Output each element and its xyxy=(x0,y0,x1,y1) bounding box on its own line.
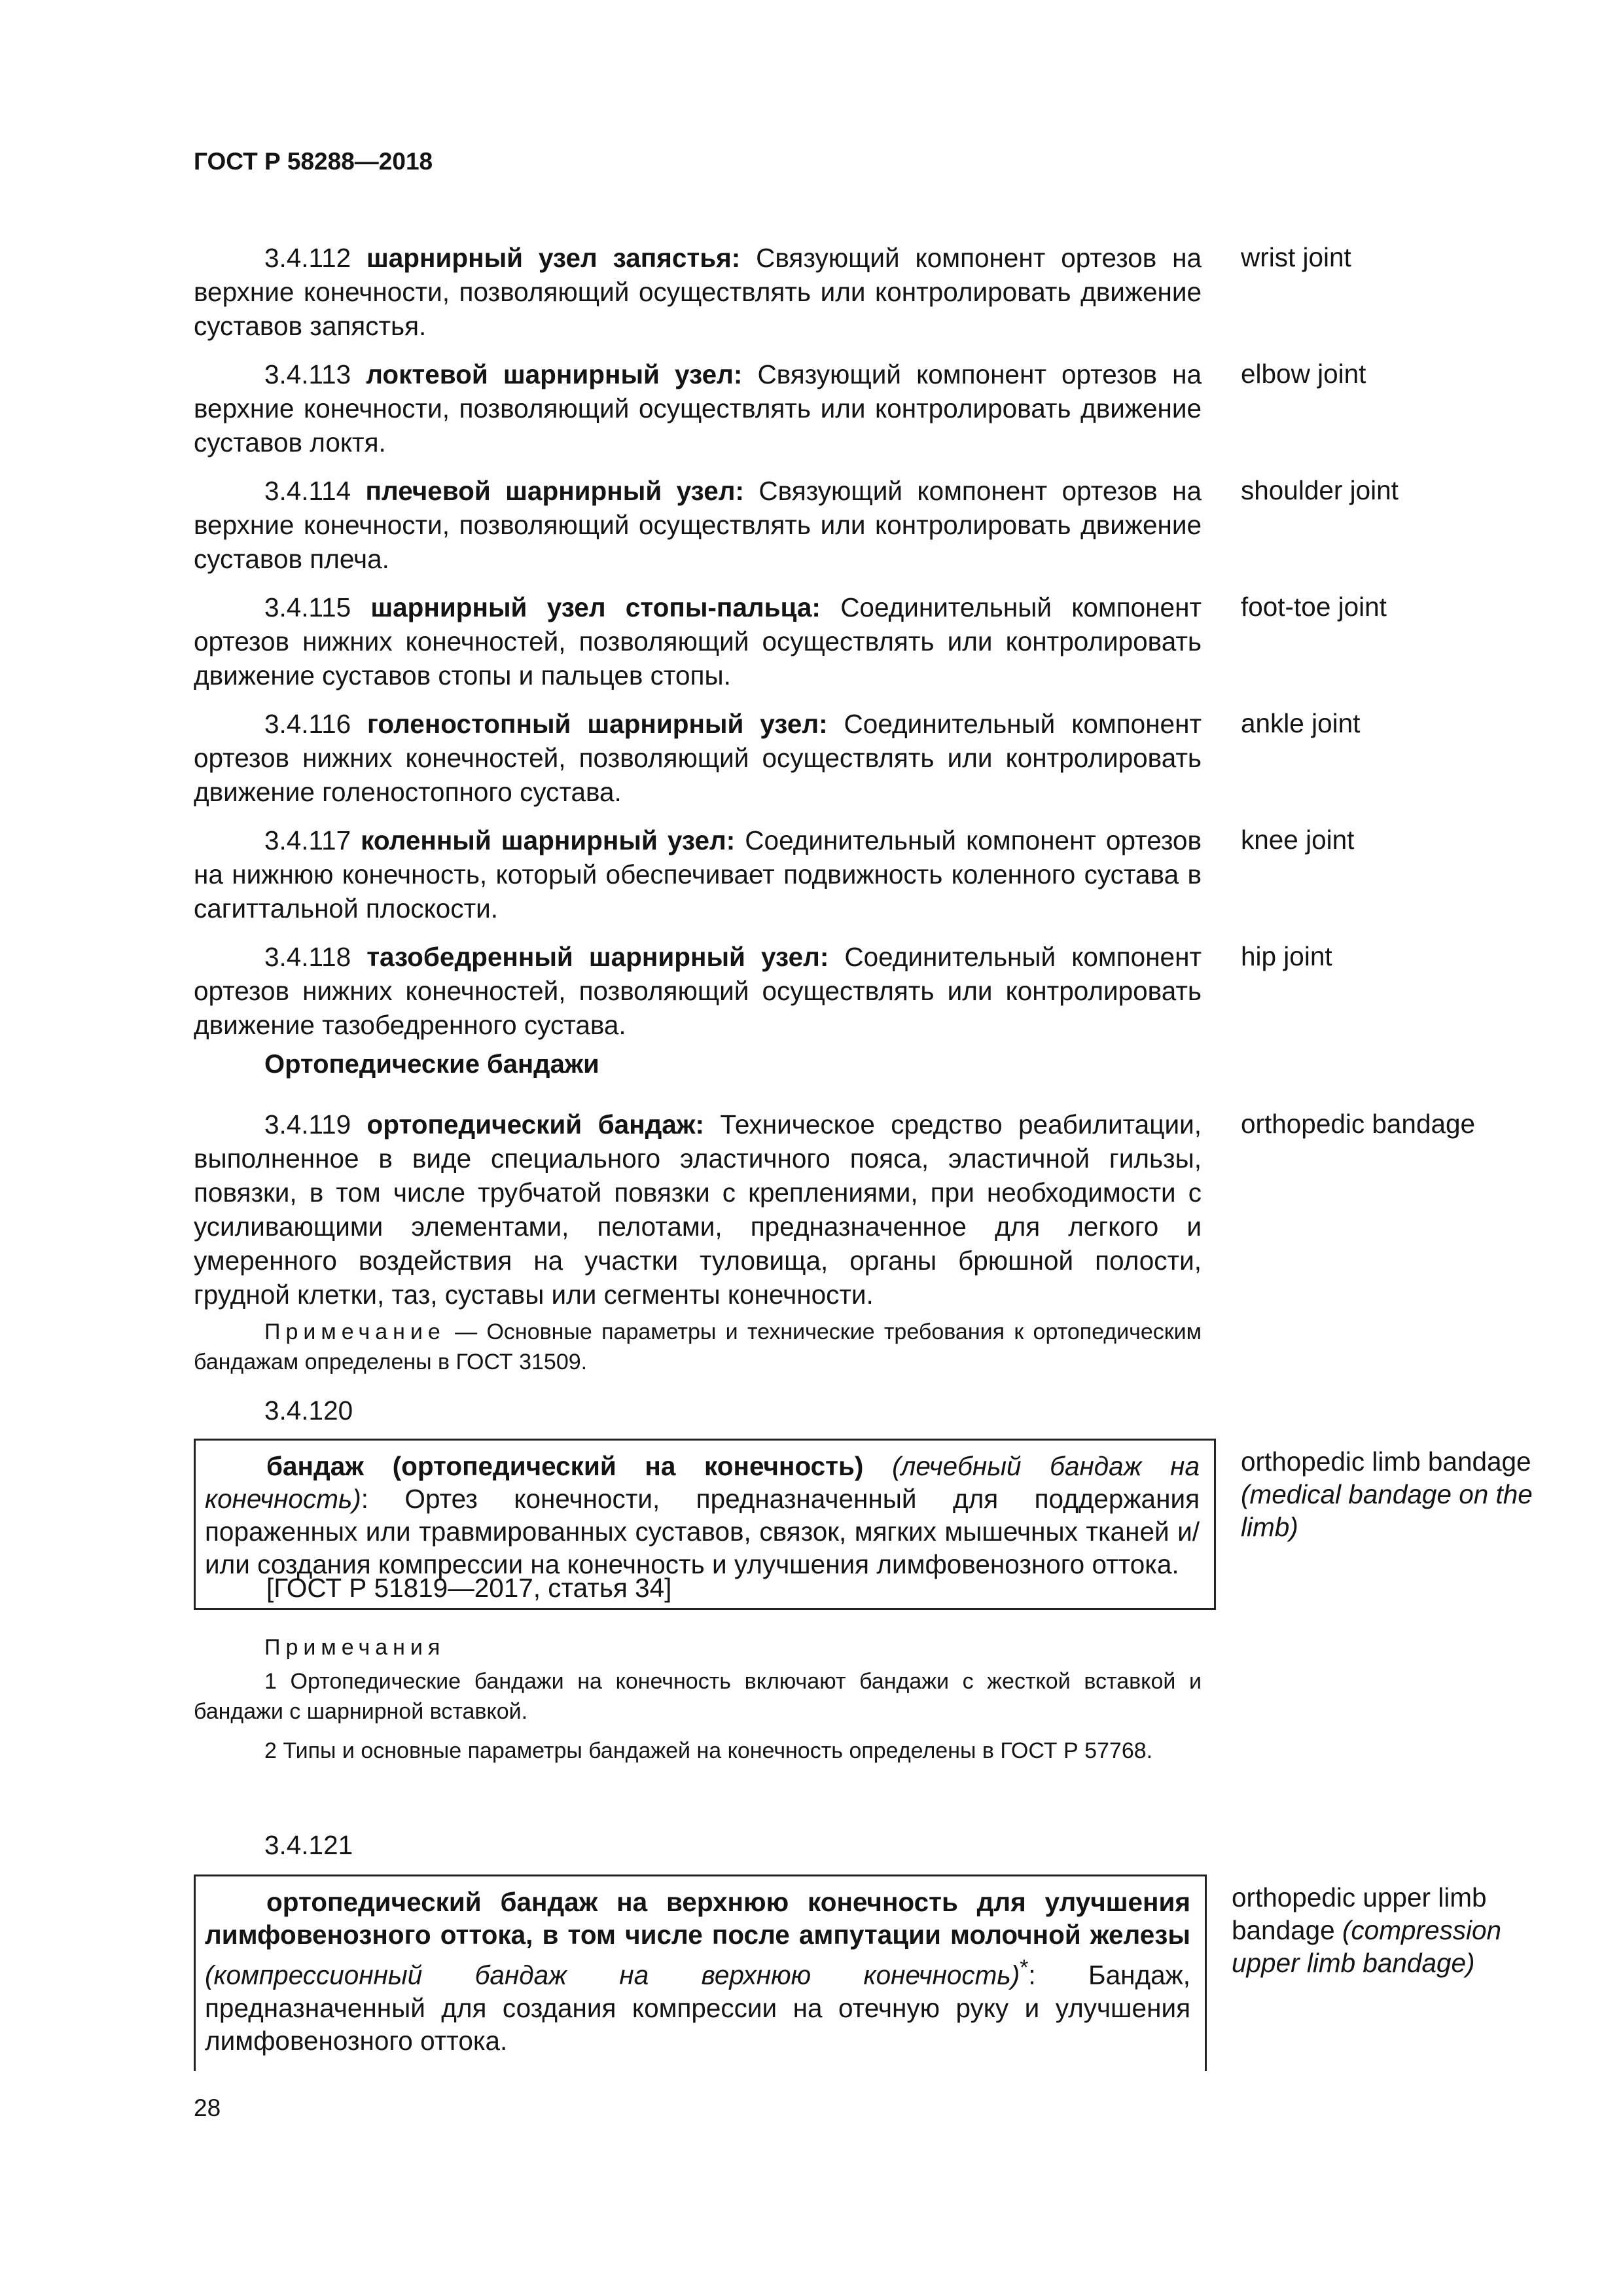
page-number: 28 xyxy=(194,2094,221,2121)
term-definition: 3.4.115 шарнирный узел стопы-пальца: Соединительный компонент ортезов нижних конечностей, позволяющий осуществлять или контролировать движение суставов стопы и пальцев стопы. xyxy=(194,592,1202,691)
term-definition: ортопедический бандаж на верхнюю конечность для улучшения лимфовенозного оттока, в том числе после ампутации молочной железы (компрессионный бандаж на верхнюю конечность)*: Бандаж, предназначенный для создания компрессии на отечную руку и улучшения лимфовенозного оттока. xyxy=(205,1887,1190,2056)
note-item: 2 Типы и основные параметры бандажей на конечность определены в ГОСТ Р 57768. xyxy=(264,1738,1153,1763)
section-title: Ортопедические бандажи xyxy=(264,1050,599,1079)
term-english-alt: (compression upper limb bandage) xyxy=(1232,1915,1502,1978)
term-name: локтевой шарнирный узел: xyxy=(366,359,743,389)
term-definition: 3.4.116 голеностопный шарнирный узел: Соединительный компонент ортезов нижних конечностей, позволяющий осуществлять или контролировать движение голеностопного сустава. xyxy=(194,709,1202,807)
term-english: orthopedic limb bandage (medical bandage on the limb) xyxy=(1241,1446,1533,1542)
term-english: elbow joint xyxy=(1241,359,1366,389)
note-label: Примечание xyxy=(264,1319,446,1344)
term-number: 3.4.121 xyxy=(264,1830,353,1860)
term-definition: 3.4.112 шарнирный узел запястья: Связующий компонент ортезов на верхние конечности, позволяющий осуществлять или контролировать движение суставов запястья. xyxy=(194,243,1202,341)
document-header: ГОСТ Р 58288—2018 xyxy=(194,148,433,175)
term-name: бандаж (ортопедический на конечность) xyxy=(266,1451,864,1481)
term-name: плечевой шарнирный узел: xyxy=(365,476,744,506)
term-name: шарнирный узел запястья: xyxy=(366,243,741,273)
term-name: ортопедический бандаж: xyxy=(366,1109,705,1139)
term-english: shoulder joint xyxy=(1241,475,1399,505)
term-name: тазобедренный шарнирный узел: xyxy=(366,942,829,972)
term-name: голеностопный шарнирный узел: xyxy=(367,709,828,739)
term-english: orthopedic bandage xyxy=(1241,1109,1476,1139)
term-definition: 3.4.113 локтевой шарнирный узел: Связующий компонент ортезов на верхние конечности, позволяющий осуществлять или контролировать движение суставов локтя. xyxy=(194,359,1202,457)
term-box xyxy=(194,1874,1207,2071)
term-english: wrist joint xyxy=(1241,242,1351,272)
note: Примечание — Основные параметры и технические требования к ортопедическим бандажам определены в ГОСТ 31509. xyxy=(194,1319,1202,1374)
term-definition: 3.4.119 ортопедический бандаж: Техническое средство реабилитации, выполненное в виде специального эластичного пояса, эластичной гильзы, повязки, в том числе трубчатой повязки с креплениями, при необходимости с усиливающими элементами, пелотами, предназначенное для легкого и умеренного воздействия на участки туловища, органы брюшной полости, грудной клетки, таз, суставы или сегменты конечности. xyxy=(194,1109,1202,1310)
note-item: 1 Ортопедические бандажи на конечность включают бандажи с жесткой вставкой и бандажи с шарнирной вставкой. xyxy=(194,1669,1202,1724)
note-label: Примечания xyxy=(264,1635,446,1660)
citation: [ГОСТ Р 51819—2017, статья 34] xyxy=(266,1573,672,1603)
term-definition: 3.4.118 тазобедренный шарнирный узел: Соединительный компонент ортезов нижних конечностей, позволяющий осуществлять или контролировать движение тазобедренного сустава. xyxy=(194,942,1202,1040)
term-box xyxy=(194,1439,1216,1610)
term-name: шарнирный узел стопы-пальца: xyxy=(370,592,821,622)
term-english: hip joint xyxy=(1241,941,1332,971)
term-definition: 3.4.117 коленный шарнирный узел: Соединительный компонент ортезов на нижнюю конечность, который обеспечивает подвижность коленного сустава в сагиттальной плоскости. xyxy=(194,825,1202,924)
term-name: ортопедический бандаж на верхнюю конечность для улучшения лимфовенозного оттока, в том числе после ампутации молочной железы xyxy=(205,1887,1190,1950)
term-alt: (компрессионный бандаж на верхнюю конечность) xyxy=(205,1960,1020,1990)
term-name: коленный шарнирный узел: xyxy=(361,825,736,855)
term-english: ankle joint xyxy=(1241,708,1361,738)
term-english-alt: (medical bandage on the limb) xyxy=(1241,1479,1533,1542)
term-alt: (лечебный бандаж на конечность) xyxy=(205,1451,1200,1514)
term-definition: 3.4.114 плечевой шарнирный узел: Связующий компонент ортезов на верхние конечности, позволяющий осуществлять или контролировать движение суставов плеча. xyxy=(194,476,1202,574)
term-english: orthopedic upper limb bandage (compression upper limb bandage) xyxy=(1232,1882,1502,1978)
term-definition: бандаж (ортопедический на конечность) (лечебный бандаж на конечность): Ортез конечности, предназначенный для поддержания пораженных или травмированных суставов, связок, мягких мышечных тканей и/или создания компрессии на конечность и улучшения лимфовенозного оттока. xyxy=(205,1451,1200,1579)
term-number: 3.4.120 xyxy=(264,1395,353,1426)
term-english: foot-toe joint xyxy=(1241,592,1387,622)
term-english: knee joint xyxy=(1241,825,1355,855)
